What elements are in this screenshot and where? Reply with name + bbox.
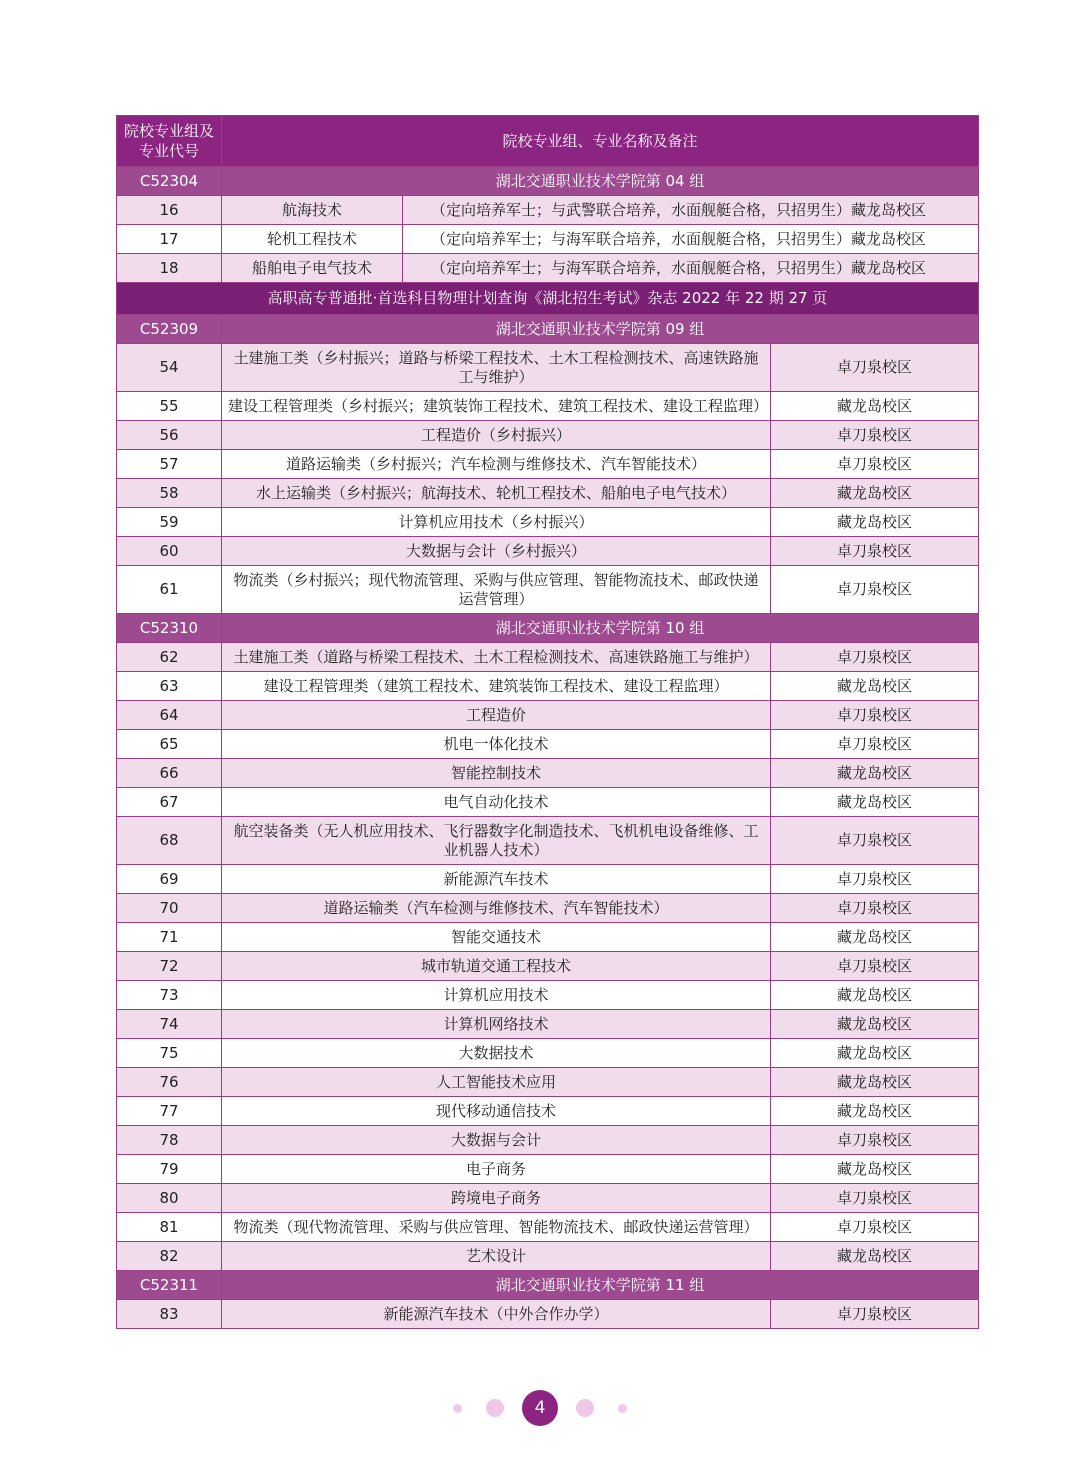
table-row [117, 1126, 979, 1155]
campus: 藏龙岛校区 [771, 1039, 979, 1068]
campus: 藏龙岛校区 [771, 479, 979, 508]
table-row [117, 225, 979, 254]
campus: 卓刀泉校区 [771, 894, 979, 923]
table-row [117, 817, 979, 865]
group-code: C52310 [117, 614, 222, 643]
pager-dot [486, 1399, 504, 1417]
group-code: C52304 [117, 167, 222, 196]
major-name: 新能源汽车技术 [222, 865, 771, 894]
major-name: 航海技术 [222, 196, 403, 225]
major-code: 64 [117, 701, 222, 730]
major-name: 船舶电子电气技术 [222, 254, 403, 283]
major-code: 54 [117, 344, 222, 392]
major-code: 74 [117, 1010, 222, 1039]
table-row [117, 1097, 979, 1126]
table-row [117, 344, 979, 392]
campus: 藏龙岛校区 [771, 981, 979, 1010]
major-name: 计算机应用技术（乡村振兴） [222, 508, 771, 537]
table-row [117, 1039, 979, 1068]
major-name: 土建施工类（道路与桥梁工程技术、土木工程检测技术、高速铁路施工与维护） [222, 643, 771, 672]
major-code: 69 [117, 865, 222, 894]
table-row [117, 537, 979, 566]
major-name: 物流类（乡村振兴；现代物流管理、采购与供应管理、智能物流技术、邮政快递运营管理） [222, 566, 771, 614]
major-code: 61 [117, 566, 222, 614]
major-code: 75 [117, 1039, 222, 1068]
major-code: 78 [117, 1126, 222, 1155]
table-row [117, 1213, 979, 1242]
major-name: 跨境电子商务 [222, 1184, 771, 1213]
group-name: 湖北交通职业技术学院第 11 组 [222, 1271, 979, 1300]
campus: 卓刀泉校区 [771, 817, 979, 865]
group-row [117, 315, 979, 344]
campus: 藏龙岛校区 [771, 1242, 979, 1271]
campus: 藏龙岛校区 [771, 672, 979, 701]
major-name: 建设工程管理类（建筑工程技术、建筑装饰工程技术、建设工程监理） [222, 672, 771, 701]
table-header-row [117, 116, 979, 167]
major-name: 水上运输类（乡村振兴；航海技术、轮机工程技术、船舶电子电气技术） [222, 479, 771, 508]
banner-row [117, 283, 979, 315]
major-code: 83 [117, 1300, 222, 1329]
table-row [117, 952, 979, 981]
header-code-column: 院校专业组及专业代号 [117, 116, 222, 167]
major-name: 艺术设计 [222, 1242, 771, 1271]
major-code: 62 [117, 643, 222, 672]
major-name: 大数据技术 [222, 1039, 771, 1068]
campus: 藏龙岛校区 [771, 508, 979, 537]
campus: 藏龙岛校区 [771, 1155, 979, 1184]
banner-text: 高职高专普通批·首选科目物理计划查询《湖北招生考试》杂志 2022 年 22 期 27 页 [117, 283, 979, 315]
major-name: 电气自动化技术 [222, 788, 771, 817]
campus: 卓刀泉校区 [771, 344, 979, 392]
table-row [117, 1300, 979, 1329]
campus: 卓刀泉校区 [771, 952, 979, 981]
major-name: 智能交通技术 [222, 923, 771, 952]
table-row [117, 479, 979, 508]
table-row [117, 1184, 979, 1213]
campus: 藏龙岛校区 [771, 392, 979, 421]
major-code: 70 [117, 894, 222, 923]
campus: 卓刀泉校区 [771, 643, 979, 672]
table-row [117, 788, 979, 817]
major-name: 计算机网络技术 [222, 1010, 771, 1039]
table-row [117, 894, 979, 923]
campus: 藏龙岛校区 [771, 923, 979, 952]
table-row [117, 1242, 979, 1271]
major-code: 80 [117, 1184, 222, 1213]
group-name: 湖北交通职业技术学院第 10 组 [222, 614, 979, 643]
major-code: 60 [117, 537, 222, 566]
major-name: 计算机应用技术 [222, 981, 771, 1010]
table-row [117, 566, 979, 614]
major-name: 工程造价 [222, 701, 771, 730]
campus: 卓刀泉校区 [771, 1126, 979, 1155]
table-row [117, 508, 979, 537]
major-name: 航空装备类（无人机应用技术、飞行器数字化制造技术、飞机机电设备维修、工业机器人技术） [222, 817, 771, 865]
pager-dot [453, 1404, 462, 1413]
campus: 藏龙岛校区 [771, 759, 979, 788]
major-code: 65 [117, 730, 222, 759]
table-row [117, 1010, 979, 1039]
major-code: 67 [117, 788, 222, 817]
campus: 卓刀泉校区 [771, 450, 979, 479]
table-row [117, 254, 979, 283]
major-code: 82 [117, 1242, 222, 1271]
major-code: 68 [117, 817, 222, 865]
campus: 卓刀泉校区 [771, 537, 979, 566]
enrollment-table [116, 115, 979, 1329]
major-code: 71 [117, 923, 222, 952]
campus: 藏龙岛校区 [771, 1068, 979, 1097]
table-row [117, 643, 979, 672]
major-code: 73 [117, 981, 222, 1010]
major-code: 66 [117, 759, 222, 788]
major-code: 77 [117, 1097, 222, 1126]
pager-dot [576, 1399, 594, 1417]
major-name: 道路运输类（乡村振兴；汽车检测与维修技术、汽车智能技术） [222, 450, 771, 479]
major-code: 58 [117, 479, 222, 508]
campus: 卓刀泉校区 [771, 701, 979, 730]
major-name: 智能控制技术 [222, 759, 771, 788]
table-row [117, 923, 979, 952]
major-code: 63 [117, 672, 222, 701]
table-row [117, 981, 979, 1010]
major-name: 工程造价（乡村振兴） [222, 421, 771, 450]
campus: 卓刀泉校区 [771, 1213, 979, 1242]
major-name: 大数据与会计 [222, 1126, 771, 1155]
major-code: 57 [117, 450, 222, 479]
major-name: 土建施工类（乡村振兴；道路与桥梁工程技术、土木工程检测技术、高速铁路施工与维护） [222, 344, 771, 392]
major-name: 电子商务 [222, 1155, 771, 1184]
group-row [117, 167, 979, 196]
major-name: 大数据与会计（乡村振兴） [222, 537, 771, 566]
header-name-column: 院校专业组、专业名称及备注 [222, 116, 979, 167]
campus: 卓刀泉校区 [771, 865, 979, 894]
major-name: 城市轨道交通工程技术 [222, 952, 771, 981]
major-note: （定向培养军士；与武警联合培养，水面舰艇合格，只招男生）藏龙岛校区 [403, 196, 979, 225]
group-code: C52309 [117, 315, 222, 344]
major-name: 人工智能技术应用 [222, 1068, 771, 1097]
table-row [117, 701, 979, 730]
table-row [117, 450, 979, 479]
campus: 卓刀泉校区 [771, 730, 979, 759]
table-row [117, 421, 979, 450]
table-row [117, 392, 979, 421]
campus: 卓刀泉校区 [771, 421, 979, 450]
table-body [117, 167, 979, 1329]
major-name: 新能源汽车技术（中外合作办学） [222, 1300, 771, 1329]
table-row [117, 865, 979, 894]
major-name: 机电一体化技术 [222, 730, 771, 759]
group-row [117, 614, 979, 643]
major-name: 物流类（现代物流管理、采购与供应管理、智能物流技术、邮政快递运营管理） [222, 1213, 771, 1242]
campus: 卓刀泉校区 [771, 1300, 979, 1329]
group-code: C52311 [117, 1271, 222, 1300]
campus: 藏龙岛校区 [771, 788, 979, 817]
table-row [117, 730, 979, 759]
major-code: 76 [117, 1068, 222, 1097]
table-row [117, 759, 979, 788]
campus: 卓刀泉校区 [771, 566, 979, 614]
group-name: 湖北交通职业技术学院第 04 组 [222, 167, 979, 196]
group-row [117, 1271, 979, 1300]
major-name: 现代移动通信技术 [222, 1097, 771, 1126]
campus: 藏龙岛校区 [771, 1097, 979, 1126]
major-name: 轮机工程技术 [222, 225, 403, 254]
major-code: 79 [117, 1155, 222, 1184]
group-name: 湖北交通职业技术学院第 09 组 [222, 315, 979, 344]
major-code: 17 [117, 225, 222, 254]
table-row [117, 196, 979, 225]
major-name: 道路运输类（汽车检测与维修技术、汽车智能技术） [222, 894, 771, 923]
page-indicator [0, 1388, 1080, 1428]
campus: 藏龙岛校区 [771, 1010, 979, 1039]
table-row [117, 1068, 979, 1097]
major-code: 56 [117, 421, 222, 450]
major-code: 18 [117, 254, 222, 283]
pager-dot [618, 1404, 627, 1413]
major-note: （定向培养军士；与海军联合培养，水面舰艇合格，只招男生）藏龙岛校区 [403, 254, 979, 283]
major-code: 55 [117, 392, 222, 421]
table-row [117, 1155, 979, 1184]
page-number: 4 [522, 1390, 558, 1426]
table-row [117, 672, 979, 701]
major-name: 建设工程管理类（乡村振兴；建筑装饰工程技术、建筑工程技术、建设工程监理） [222, 392, 771, 421]
major-code: 72 [117, 952, 222, 981]
major-code: 59 [117, 508, 222, 537]
major-code: 81 [117, 1213, 222, 1242]
major-note: （定向培养军士；与海军联合培养，水面舰艇合格，只招男生）藏龙岛校区 [403, 225, 979, 254]
major-code: 16 [117, 196, 222, 225]
campus: 卓刀泉校区 [771, 1184, 979, 1213]
